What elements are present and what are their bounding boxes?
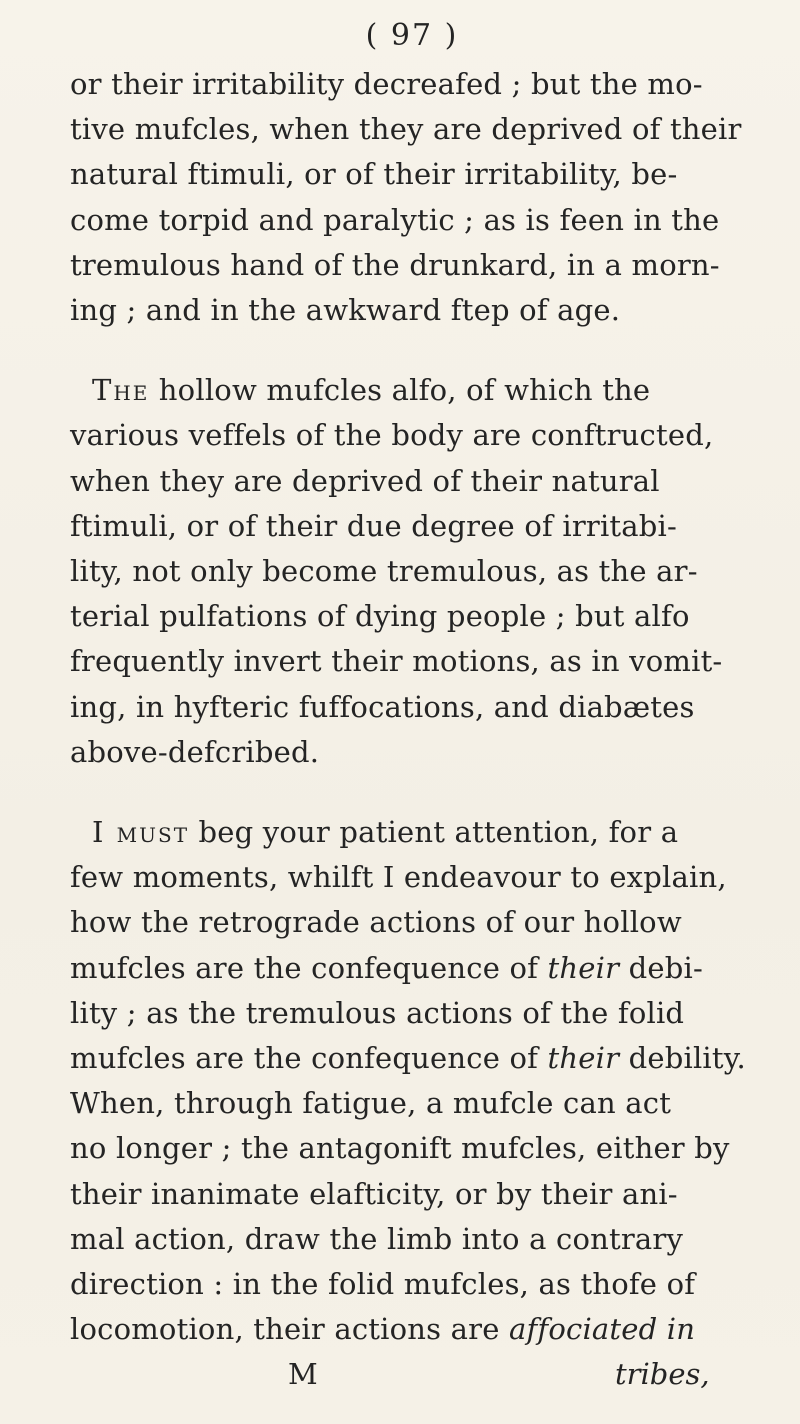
page-number: ( 97 ) — [365, 18, 459, 53]
text-line: ing ; and in the awkward ftep of age. — [70, 293, 621, 328]
text-line: how the retrograde actions of our hollow — [70, 905, 682, 940]
text-line: mal action, draw the limb into a contrary — [70, 1221, 684, 1256]
text-line: frequently invert their motions, as in vomit- — [70, 644, 723, 679]
small-caps-lead: I must — [92, 815, 190, 850]
text-line — [70, 1307, 754, 1352]
text-line: When, through fatigue, a mufcle can act — [70, 1086, 672, 1121]
text-line: tive mufcles, when they are deprived of their — [70, 112, 742, 147]
text-span: beg your patient attention, for a — [189, 815, 679, 850]
text-line: terial pulfations of dying people ; but alfo — [70, 599, 690, 634]
text-line: direction : in the folid mufcles, as thofe of — [70, 1267, 696, 1302]
text-span: hollow mufcles alfo, of which the — [149, 373, 651, 408]
text-line: above-defcribed. — [70, 734, 320, 769]
text-line: few moments, whilft I endeavour to explain, — [70, 860, 727, 895]
italic-word: their — [547, 950, 620, 985]
text-span: debi- — [619, 950, 703, 985]
text-line — [70, 810, 754, 855]
text-line — [70, 1036, 754, 1081]
text-span: locomotion, their actions are — [70, 1312, 509, 1347]
text-span: debility. — [619, 1041, 746, 1076]
text-line: ftimuli, or of their due degree of irritabi- — [70, 508, 678, 543]
paragraph-gap — [70, 333, 754, 368]
text-line — [70, 946, 754, 991]
text-line: or their irritability decreafed ; but the mo- — [70, 67, 703, 101]
text-line: no longer ; the antagonift mufcles, either by — [70, 1131, 730, 1166]
text-line — [70, 368, 754, 413]
text-line: natural ftimuli, or of their irritability, be- — [70, 157, 678, 192]
signature-mark: M — [288, 1357, 318, 1392]
text-line: their inanimate elafticity, or by their ani- — [70, 1176, 678, 1211]
text-line: when they are deprived of their natural — [70, 463, 660, 498]
italic-phrase: affociated in — [508, 1312, 696, 1347]
text-line: lity ; as the tremulous actions of the folid — [70, 995, 685, 1030]
paragraph-2 — [70, 368, 754, 775]
text-line: tremulous hand of the drunkard, in a morn- — [70, 247, 720, 282]
italic-word: their — [547, 1041, 620, 1076]
text-line: come torpid and paralytic ; as is feen in the — [70, 202, 720, 237]
paragraph-3 — [70, 810, 754, 1352]
text-span: mufcles are the confequence of — [70, 1041, 548, 1076]
paragraph-1 — [70, 62, 754, 333]
page-footer — [70, 1352, 754, 1397]
catchword: tribes, — [615, 1357, 710, 1392]
text-line: ing, in hyfteric fuffocations, and diabætes — [70, 689, 695, 724]
small-caps-lead: The — [92, 373, 150, 408]
paragraph-gap — [70, 775, 754, 810]
text-line: lity, not only become tremulous, as the ar- — [70, 554, 698, 589]
text-line: various veffels of the body are conftructed, — [70, 418, 714, 453]
text-span: mufcles are the confequence of — [70, 950, 548, 985]
